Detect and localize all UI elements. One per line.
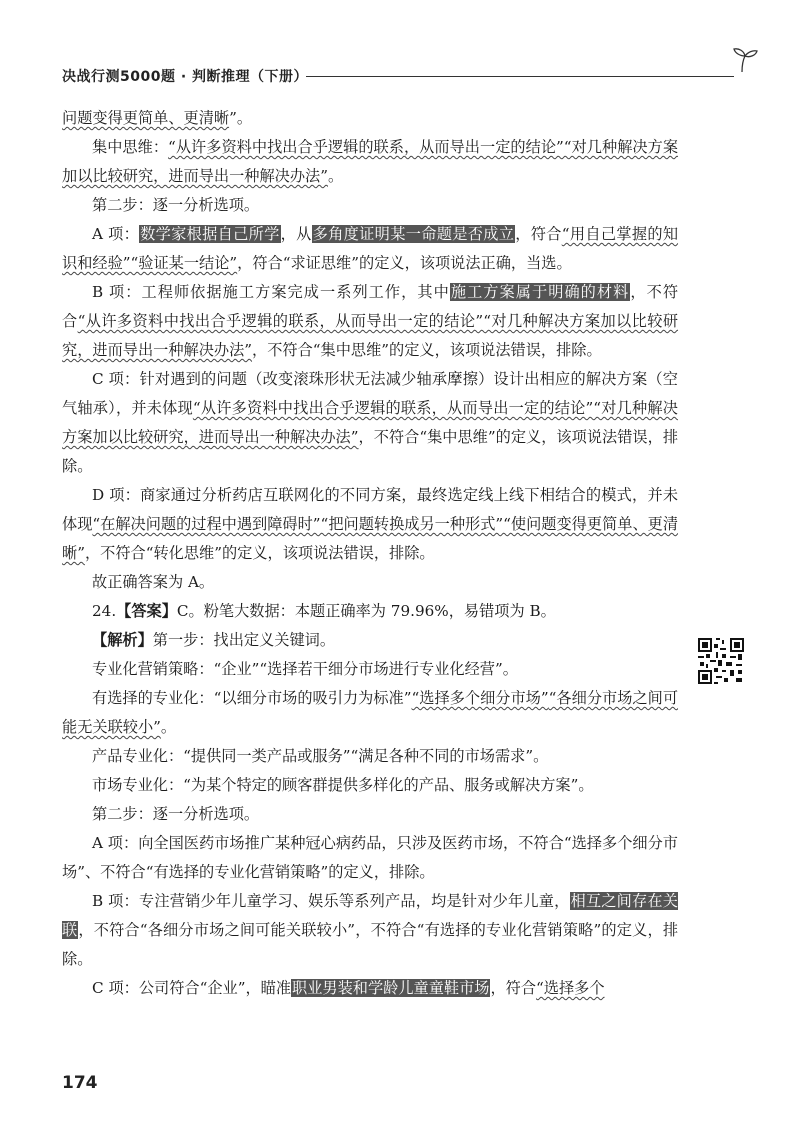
paragraph: C 项：公司符合“企业”，瞄准职业男装和学龄儿童童鞋市场，符合“选择多个 [92,979,605,997]
analysis-line: 【解析】第一步：找出定义关键词。 [92,631,335,649]
paragraph: 问题变得更简单、更清晰”。 [62,109,253,127]
answer-line: 24.【答案】C。粉笔大数据：本题正确率为 79.96%，易错项为 B。 [92,602,556,620]
paragraph: 故正确答案为 A。 [92,573,215,591]
paragraph: C 项：针对遇到的问题（改变滚珠形状无法减少轴承摩擦）设计出相应的解决方案（空气轴承），并未体现“从许多资料中找出合乎逻辑的联系，从而导出一定的结论”“对几种解决方案加以比较研究，进而导出一种解决办法”，不符合“集中思维”的定义，该项说法错误，排除。 [62,370,679,475]
highlight: 多角度证明某一命题是否成立 [312,225,515,243]
paragraph: 第二步：逐一分析选项。 [92,805,260,823]
paragraph: A 项：数学家根据自己所学，从多角度证明某一命题是否成立，符合“用自己掌握的知识和经验”“验证某一结论”，符合“求证思维”的定义，该项说法正确，当选。 [62,225,679,272]
paragraph: 专业化营销策略：“企业”“选择若干细分市场进行专业化经营”。 [92,660,518,678]
header-rule [306,76,734,77]
highlight: 相互之间存在关联 [62,892,678,939]
header-title: 决战行测5000题 · 判断推理（下册） [62,69,309,85]
running-header [62,66,752,86]
paragraph: D 项：商家通过分析药店互联网化的不同方案，最终选定线上线下相结合的模式，并未体现“在解决问题的过程中遇到障碍时”“把问题转换成另一种形式”“使问题变得更简单、更清晰”，不符合“转化思维”的定义，该项说法错误，排除。 [62,486,679,562]
paragraph: B 项：专注营销少年儿童学习、娱乐等系列产品，均是针对少年儿童，相互之间存在关联，不符合“各细分市场之间可能关联较小”，不符合“有选择的专业化营销策略”的定义，排除。 [62,892,679,968]
paragraph: 第二步：逐一分析选项。 [92,196,260,214]
paragraph: 市场专业化：“为某个特定的顾客群提供多样化的产品、服务或解决方案”。 [92,776,594,794]
page-number: 174 [62,1073,98,1093]
page-body [62,104,678,1003]
highlight: 数学家根据自己所学 [140,225,280,243]
highlight: 施工方案属于明确的材料 [450,283,630,301]
paragraph: 集中思维：“从许多资料中找出合乎逻辑的联系，从而导出一定的结论”“对几种解决方案加以比较研究，进而导出一种解决办法”。 [62,138,679,185]
paragraph: A 项：向全国医药市场推广某种冠心病药品，只涉及医药市场，不符合“选择多个细分市场”、不符合“有选择的专业化营销策略”的定义，排除。 [62,834,678,881]
highlight: 职业男装和学龄儿童童鞋市场 [292,979,490,997]
paragraph: B 项：工程师依据施工方案完成一系列工作，其中施工方案属于明确的材料，不符合“从许多资料中找出合乎逻辑的联系，从而导出一定的结论”“对几种解决方案加以比较研究，进而导出一种解决办法”，不符合“集中思维”的定义，该项说法错误，排除。 [62,283,679,359]
qr-code-icon[interactable] [696,636,746,686]
paragraph: 产品专业化：“提供同一类产品或服务”“满足各种不同的市场需求”。 [92,747,549,765]
leaf-sprout-icon [730,46,758,74]
paragraph: 有选择的专业化：“以细分市场的吸引力为标准”“选择多个细分市场”“各细分市场之间可能无关联较小”。 [62,689,679,736]
